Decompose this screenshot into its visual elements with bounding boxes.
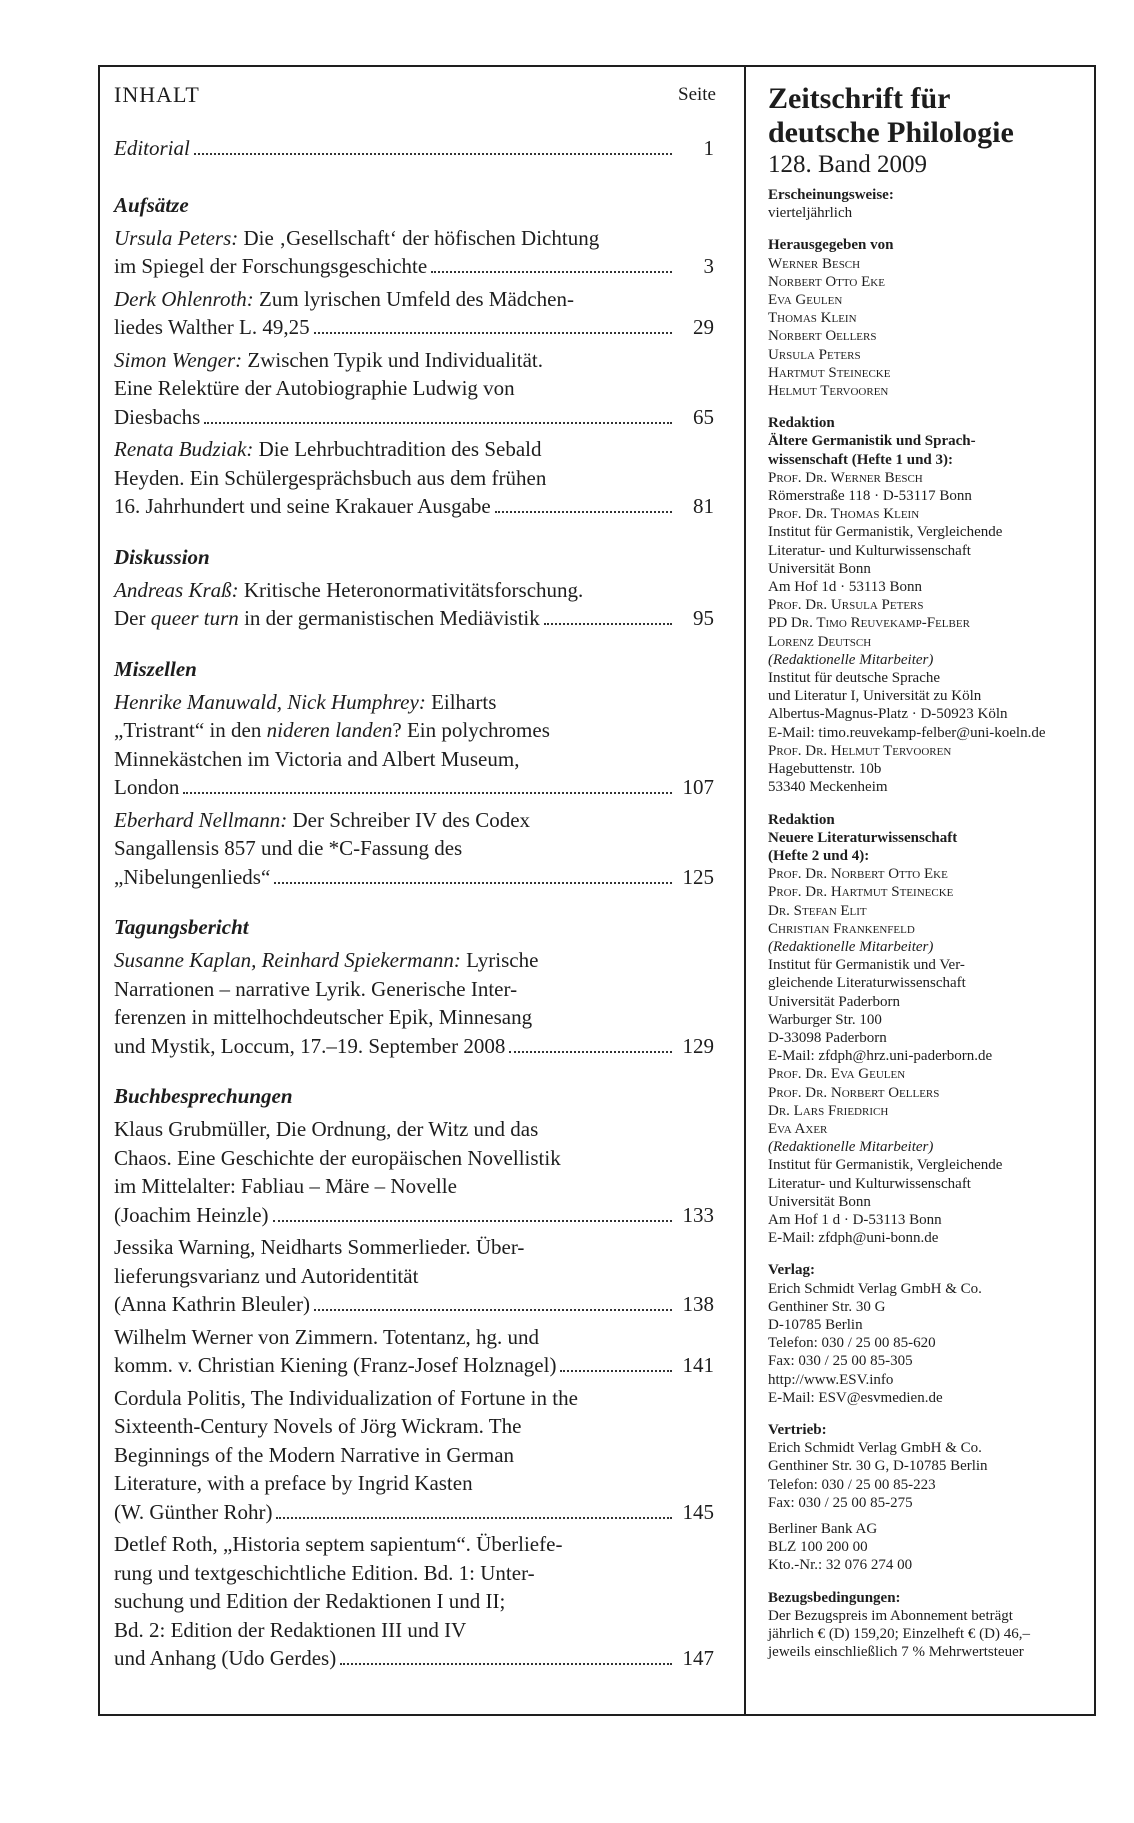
journal-title: deutsche Philologie bbox=[768, 116, 1014, 149]
entry-text: im Spiegel der Forschungsgeschichte bbox=[114, 254, 428, 278]
toc-entry-editorial[interactable] bbox=[114, 134, 714, 163]
entry-text: und Mystik, Loccum, 17.–19. September 2008 bbox=[114, 1033, 506, 1058]
info-line: Institut für deutsche Sprache bbox=[768, 670, 941, 687]
entry-text: suchung und Edition der Redaktionen I und II; bbox=[114, 1589, 506, 1613]
entry-text: Klaus Grubmüller, Die Ordnung, der Witz und das bbox=[114, 1117, 539, 1141]
entry-text: Detlef Roth, „Historia septem sapientum“. Überliefe- bbox=[114, 1532, 563, 1556]
bank-details bbox=[768, 1520, 1092, 1575]
dot-leader bbox=[560, 1370, 672, 1372]
info-line: http://www.ESV.info bbox=[768, 1371, 894, 1388]
redaktion-label: Redaktion bbox=[768, 415, 835, 432]
info-line: Prof. Dr. Thomas Klein bbox=[768, 506, 920, 523]
entry-text: Jessika Warning, Neidharts Sommerlieder. Über- bbox=[114, 1235, 525, 1259]
dot-leader bbox=[431, 271, 672, 273]
info-line: D-10785 Berlin bbox=[768, 1316, 863, 1333]
info-line: E-Mail: timo.reuvekamp-felber@uni-koeln.de bbox=[768, 724, 1046, 741]
entry-text: Bd. 2: Edition der Redaktionen III und IV bbox=[114, 1617, 467, 1642]
volume-year: 128. Band 2009 bbox=[768, 151, 928, 178]
info-line: 53340 Meckenheim bbox=[768, 779, 888, 796]
toc-entry-ohlenroth[interactable] bbox=[114, 285, 714, 342]
info-line: Fax: 030 / 25 00 85-275 bbox=[768, 1494, 913, 1511]
info-line: Universität Bonn bbox=[768, 560, 871, 577]
dot-leader bbox=[194, 153, 672, 155]
toc-entry-review[interactable] bbox=[114, 1323, 714, 1380]
toc-entry-review[interactable] bbox=[114, 1530, 714, 1673]
info-line: Erich Schmidt Verlag GmbH & Co. bbox=[768, 1280, 982, 1297]
section-heading: Buchbesprechungen bbox=[114, 1084, 293, 1108]
distribution-details bbox=[768, 1439, 1092, 1512]
publisher-label: Verlag: bbox=[768, 1262, 815, 1279]
info-line: Christian Frankenfeld bbox=[768, 920, 915, 937]
entry-text: 16. Jahrhundert und seine Krakauer Ausgabe bbox=[114, 494, 491, 518]
editor-name: Norbert Oellers bbox=[768, 328, 877, 345]
page-number: 133 bbox=[682, 1202, 714, 1227]
editors-label: Herausgegeben von bbox=[768, 237, 894, 254]
info-line: Literatur- und Kulturwissenschaft bbox=[768, 542, 971, 559]
dot-leader bbox=[314, 332, 672, 334]
editor-name: Eva Geulen bbox=[768, 292, 843, 309]
entry-text: ? Ein polychromes bbox=[392, 718, 550, 742]
info-line: Institut für Germanistik und Ver- bbox=[768, 957, 965, 974]
toc-heading: INHALT bbox=[114, 82, 200, 107]
entry-text: Minnekästchen im Victoria and Albert Museum, bbox=[114, 746, 520, 771]
info-line: Am Hof 1 d · D-53113 Bonn bbox=[768, 1211, 942, 1228]
dot-leader bbox=[544, 623, 672, 625]
toc-entry-review[interactable] bbox=[114, 1115, 714, 1229]
page-number: 107 bbox=[682, 775, 714, 799]
info-line: Institut für Germanistik, Vergleichende bbox=[768, 524, 1003, 541]
column-divider bbox=[744, 65, 746, 1716]
entry-text: Literature, with a preface by Ingrid Kasten bbox=[114, 1471, 473, 1495]
entry-text: Beginnings of the Modern Narrative in German bbox=[114, 1442, 515, 1467]
page-number: 95 bbox=[693, 606, 714, 630]
editor-name: Helmut Tervooren bbox=[768, 383, 889, 400]
info-line: jeweils einschließlich 7 % Mehrwertsteuer bbox=[768, 1644, 1024, 1661]
entry-text: Der Schreiber IV des Codex bbox=[287, 807, 531, 832]
dot-leader bbox=[273, 1220, 672, 1222]
info-line: Albertus-Magnus-Platz · D-50923 Köln bbox=[768, 706, 1008, 723]
entry-text: London bbox=[114, 775, 180, 799]
info-line: Berliner Bank AG bbox=[768, 1521, 878, 1538]
entry-text: und Anhang (Udo Gerdes) bbox=[114, 1646, 337, 1670]
redaktion-label: Redaktion bbox=[768, 811, 835, 828]
entry-text: lieferungsvarianz und Autoridentität bbox=[114, 1263, 419, 1288]
page-number: 3 bbox=[703, 254, 714, 278]
info-line: Universität Bonn bbox=[768, 1193, 871, 1210]
info-line: Hagebuttenstr. 10b bbox=[768, 761, 882, 778]
toc-entry-budziak[interactable] bbox=[114, 435, 714, 521]
info-line: D-33098 Paderborn bbox=[768, 1029, 887, 1046]
dot-leader bbox=[183, 792, 672, 794]
entry-title: Editorial bbox=[114, 136, 190, 160]
entry-text: Kritische Heteronormativitätsforschung. bbox=[238, 577, 584, 602]
info-line: Dr. Lars Friedrich bbox=[768, 1102, 889, 1119]
info-line: Literatur- und Kulturwissenschaft bbox=[768, 1175, 971, 1192]
entry-text: Eilharts bbox=[425, 689, 497, 714]
info-line: E-Mail: zfdph@hrz.uni-paderborn.de bbox=[768, 1048, 993, 1065]
info-line: Fax: 030 / 25 00 85-305 bbox=[768, 1353, 913, 1370]
entry-author: Ursula Peters: bbox=[114, 225, 239, 250]
subscription-label: Bezugsbedingungen: bbox=[768, 1589, 901, 1606]
info-line: Prof. Dr. Hartmut Steinecke bbox=[768, 884, 954, 901]
entry-author: Susanne Kaplan, Reinhard Spiekermann: bbox=[114, 948, 461, 972]
page-number: 81 bbox=[693, 494, 714, 518]
info-line: E-Mail: ESV@esvmedien.de bbox=[768, 1389, 943, 1406]
entry-text: Heyden. Ein Schülergesprächsbuch aus dem frühen bbox=[114, 465, 547, 490]
editors-list bbox=[768, 255, 1092, 401]
info-line: Prof. Dr. Eva Geulen bbox=[768, 1066, 906, 1083]
distribution-label: Vertrieb: bbox=[768, 1422, 827, 1438]
info-line: Kto.-Nr.: 32 076 274 00 bbox=[768, 1557, 913, 1574]
info-line: BLZ 100 200 00 bbox=[768, 1539, 868, 1556]
entry-author: Andreas Kraß: bbox=[114, 577, 239, 602]
info-line: und Literatur I, Universität zu Köln bbox=[768, 688, 982, 705]
entry-text: komm. v. Christian Kiening (Franz-Josef Holznagel) bbox=[114, 1353, 557, 1377]
entry-text: Zum lyrischen Umfeld des Mädchen- bbox=[253, 286, 574, 311]
entry-text: Diesbachs bbox=[114, 404, 201, 429]
info-line: Genthiner Str. 30 G bbox=[768, 1298, 886, 1315]
frequency-value: vierteljährlich bbox=[768, 205, 853, 222]
entry-text: (Joachim Heinzle) bbox=[114, 1202, 269, 1227]
info-line: jährlich € (D) 159,20; Einzelheft € (D) 46,– bbox=[768, 1626, 1031, 1643]
info-line: Prof. Dr. Werner Besch bbox=[768, 469, 923, 486]
info-line: Warburger Str. 100 bbox=[768, 1011, 882, 1028]
redaktion-subtitle: Ältere Germanistik und Sprach- bbox=[768, 433, 976, 450]
entry-text: Wilhelm Werner von Zimmern. Totentanz, hg. und bbox=[114, 1324, 540, 1349]
page-number: 65 bbox=[693, 404, 714, 429]
entry-text: in der germanistischen Mediävistik bbox=[238, 606, 540, 630]
entry-text: „Nibelungenlieds“ bbox=[114, 864, 271, 889]
info-line: (Redaktionelle Mitarbeiter) bbox=[768, 1139, 934, 1156]
publisher-details bbox=[768, 1280, 1092, 1407]
info-line: Dr. Stefan Elit bbox=[768, 902, 867, 919]
toc-entry-krass[interactable] bbox=[114, 576, 714, 633]
toc-entry-manuwald[interactable] bbox=[114, 688, 714, 802]
entry-text: Eine Relektüre der Autobiographie Ludwig von bbox=[114, 376, 515, 400]
dot-leader bbox=[276, 1517, 672, 1519]
editor-name: Ursula Peters bbox=[768, 346, 861, 363]
entry-text: „Tristrant“ in den bbox=[114, 718, 267, 742]
editor-name: Thomas Klein bbox=[768, 310, 857, 327]
subscription-details bbox=[768, 1607, 1092, 1662]
dot-leader bbox=[274, 882, 672, 884]
info-line: Institut für Germanistik, Vergleichende bbox=[768, 1157, 1003, 1174]
info-line: Eva Axer bbox=[768, 1120, 828, 1137]
page-number: 125 bbox=[682, 864, 714, 889]
dot-leader bbox=[509, 1051, 672, 1053]
info-line: PD Dr. Timo Reuvekamp-Felber bbox=[768, 615, 970, 632]
page-number: 129 bbox=[682, 1033, 714, 1058]
entry-text: (W. Günther Rohr) bbox=[114, 1499, 273, 1524]
page-number: 138 bbox=[682, 1292, 714, 1316]
entry-text: (Anna Kathrin Bleuler) bbox=[114, 1292, 310, 1316]
info-line: Der Bezugspreis im Abonnement beträgt bbox=[768, 1607, 1013, 1624]
redaktion-subtitle: (Hefte 2 und 4): bbox=[768, 847, 870, 864]
info-line: Genthiner Str. 30 G, D-10785 Berlin bbox=[768, 1458, 988, 1475]
entry-text: Sixteenth-Century Novels of Jörg Wickram. The bbox=[114, 1414, 522, 1438]
entry-text-italic: nideren landen bbox=[266, 718, 393, 742]
book-reviews-list bbox=[114, 1115, 714, 1673]
toc-entry-kaplan[interactable] bbox=[114, 946, 714, 1060]
entry-text: Narrationen – narrative Lyrik. Generische Inter- bbox=[114, 976, 518, 1001]
journal-info-column bbox=[768, 82, 1092, 1661]
entry-text-italic: queer turn bbox=[150, 606, 239, 630]
page-number: 1 bbox=[703, 136, 714, 160]
redaktion-2-details bbox=[768, 865, 1092, 1247]
entry-text: Die ‚Gesellschaft‘ der höfischen Dichtung bbox=[238, 225, 600, 250]
entry-text: Zwischen Typik und Individualität. bbox=[242, 347, 543, 372]
editor-name: Werner Besch bbox=[768, 255, 861, 272]
info-line: Erich Schmidt Verlag GmbH & Co. bbox=[768, 1440, 982, 1457]
dot-leader bbox=[204, 422, 672, 424]
table-of-contents bbox=[114, 82, 714, 1673]
entry-text: im Mittelalter: Fabliau – Märe – Novelle bbox=[114, 1174, 457, 1198]
dot-leader bbox=[314, 1309, 672, 1311]
info-line: Prof. Dr. Helmut Tervooren bbox=[768, 742, 952, 759]
redaktion-1-details bbox=[768, 469, 1092, 797]
page-number: 147 bbox=[682, 1646, 714, 1670]
entry-text: Der bbox=[114, 606, 151, 630]
editor-name: Hartmut Steinecke bbox=[768, 364, 891, 381]
info-line: (Redaktionelle Mitarbeiter) bbox=[768, 651, 934, 668]
entry-text: ferenzen in mittelhochdeutscher Epik, Minnesang bbox=[114, 1005, 533, 1029]
info-line: Am Hof 1d · 53113 Bonn bbox=[768, 579, 923, 596]
section-heading: Miszellen bbox=[114, 656, 197, 681]
info-line: Telefon: 030 / 25 00 85-223 bbox=[768, 1476, 936, 1493]
info-line: gleichende Literaturwissenschaft bbox=[768, 975, 966, 992]
redaktion-subtitle: Neuere Literaturwissenschaft bbox=[768, 829, 958, 846]
entry-text: Sangallensis 857 und die *C-Fassung des bbox=[114, 836, 463, 860]
entry-author: Derk Ohlenroth: bbox=[114, 286, 254, 311]
page-number: 145 bbox=[682, 1499, 714, 1524]
toc-header bbox=[114, 82, 714, 124]
page-number: 141 bbox=[682, 1353, 714, 1377]
dot-leader bbox=[495, 511, 672, 513]
entry-author: Henrike Manuwald, Nick Humphrey: bbox=[114, 689, 426, 714]
frequency-label: Erscheinungsweise: bbox=[768, 187, 894, 203]
section-heading: Tagungsbericht bbox=[114, 915, 249, 939]
toc-entry-review[interactable] bbox=[114, 1384, 714, 1527]
info-line: Römerstraße 118 · D-53117 Bonn bbox=[768, 488, 972, 505]
info-line: E-Mail: zfdph@uni-bonn.de bbox=[768, 1230, 939, 1247]
toc-entry-peters[interactable] bbox=[114, 224, 714, 281]
entry-author: Simon Wenger: bbox=[114, 347, 243, 372]
info-line: (Redaktionelle Mitarbeiter) bbox=[768, 938, 934, 955]
editor-name: Norbert Otto Eke bbox=[768, 273, 885, 290]
entry-text: liedes Walther L. 49,25 bbox=[114, 315, 310, 339]
toc-entry-nellmann[interactable] bbox=[114, 806, 714, 892]
info-line: Prof. Dr. Ursula Peters bbox=[768, 597, 924, 614]
entry-author: Eberhard Nellmann: bbox=[114, 807, 288, 832]
page-number: 29 bbox=[693, 315, 714, 339]
entry-text: rung und textgeschichtliche Edition. Bd. 1: Unter- bbox=[114, 1560, 535, 1585]
page-column-label: Seite bbox=[678, 84, 716, 105]
info-line: Prof. Dr. Norbert Oellers bbox=[768, 1084, 940, 1101]
info-line: Prof. Dr. Norbert Otto Eke bbox=[768, 866, 948, 883]
info-line: Telefon: 030 / 25 00 85-620 bbox=[768, 1335, 936, 1352]
info-line: Lorenz Deutsch bbox=[768, 633, 872, 650]
journal-title: Zeitschrift für bbox=[768, 82, 951, 115]
redaktion-subtitle: wissenschaft (Hefte 1 und 3): bbox=[768, 451, 953, 468]
info-line: Universität Paderborn bbox=[768, 993, 901, 1010]
toc-entry-review[interactable] bbox=[114, 1233, 714, 1319]
entry-text: Die Lehrbuchtradition des Sebald bbox=[253, 437, 542, 461]
entry-text: Cordula Politis, The Individualization of Fortune in the bbox=[114, 1385, 578, 1410]
entry-text: Lyrische bbox=[460, 948, 539, 972]
section-heading: Aufsätze bbox=[114, 192, 189, 217]
entry-text: Chaos. Eine Geschichte der europäischen Novellistik bbox=[114, 1145, 561, 1170]
dot-leader bbox=[340, 1663, 672, 1665]
toc-entry-wenger[interactable] bbox=[114, 346, 714, 432]
entry-author: Renata Budziak: bbox=[114, 437, 254, 461]
section-heading: Diskussion bbox=[114, 544, 210, 569]
